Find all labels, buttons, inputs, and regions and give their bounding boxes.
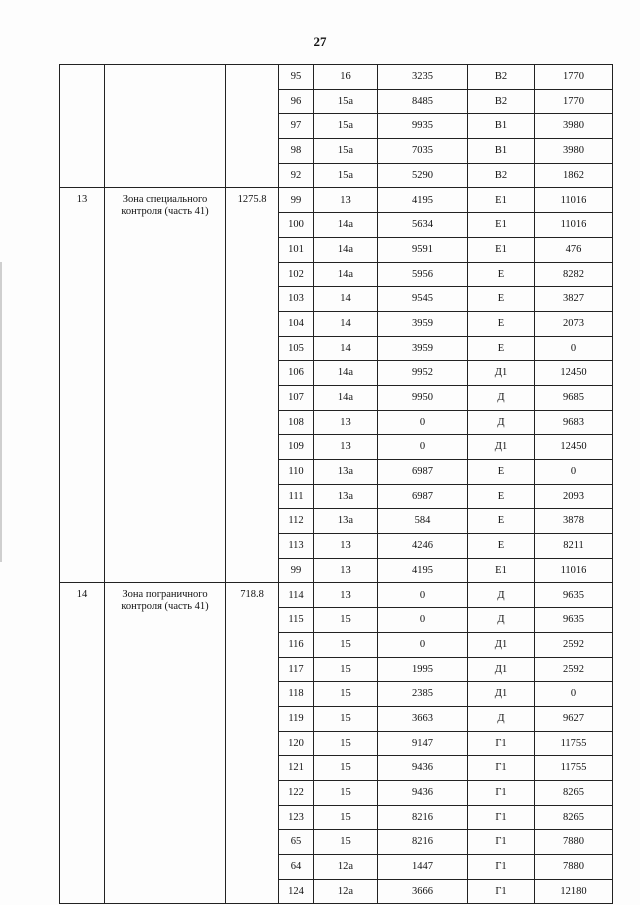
segment-cell: 12а <box>314 879 378 904</box>
type-cell: Г1 <box>468 731 535 756</box>
distance-cell: 9591 <box>378 237 468 262</box>
distance-cell: 7035 <box>378 139 468 164</box>
distance-cell: 6987 <box>378 484 468 509</box>
point-number-cell: 97 <box>279 114 314 139</box>
segment-cell: 14 <box>314 311 378 336</box>
value-cell: 11755 <box>535 756 613 781</box>
type-cell: Д <box>468 410 535 435</box>
distance-cell: 5634 <box>378 213 468 238</box>
zone-area-cell <box>226 65 279 188</box>
distance-cell: 3959 <box>378 336 468 361</box>
value-cell: 2592 <box>535 632 613 657</box>
point-number-cell: 101 <box>279 237 314 262</box>
segment-cell: 13 <box>314 435 378 460</box>
table-row <box>60 583 613 608</box>
point-number-cell: 99 <box>279 558 314 583</box>
value-cell: 9635 <box>535 608 613 633</box>
distance-cell: 8485 <box>378 89 468 114</box>
type-cell: Е <box>468 311 535 336</box>
point-number-cell: 111 <box>279 484 314 509</box>
distance-cell: 4246 <box>378 534 468 559</box>
type-cell: В1 <box>468 139 535 164</box>
segment-cell: 13а <box>314 460 378 485</box>
point-number-cell: 114 <box>279 583 314 608</box>
type-cell: В2 <box>468 163 535 188</box>
value-cell: 3980 <box>535 114 613 139</box>
point-number-cell: 124 <box>279 879 314 904</box>
distance-cell: 0 <box>378 583 468 608</box>
value-cell: 9685 <box>535 385 613 410</box>
type-cell: Е1 <box>468 213 535 238</box>
segment-cell: 15 <box>314 731 378 756</box>
segment-cell: 15 <box>314 706 378 731</box>
point-number-cell: 119 <box>279 706 314 731</box>
distance-cell: 3959 <box>378 311 468 336</box>
value-cell: 12180 <box>535 879 613 904</box>
page-number: 27 <box>313 34 327 49</box>
value-cell: 11016 <box>535 188 613 213</box>
value-cell: 2592 <box>535 657 613 682</box>
point-number-cell: 123 <box>279 805 314 830</box>
type-cell: Г1 <box>468 855 535 880</box>
value-cell: 11016 <box>535 558 613 583</box>
value-cell: 11755 <box>535 731 613 756</box>
distance-cell: 584 <box>378 509 468 534</box>
distance-cell: 9436 <box>378 756 468 781</box>
distance-cell: 6987 <box>378 460 468 485</box>
segment-cell: 15а <box>314 163 378 188</box>
type-cell: В1 <box>468 114 535 139</box>
zone-name-cell: Зона пограничного контроля (часть 41) <box>105 583 226 904</box>
distance-cell: 4195 <box>378 188 468 213</box>
type-cell: Е <box>468 287 535 312</box>
type-cell: Г1 <box>468 805 535 830</box>
point-number-cell: 122 <box>279 780 314 805</box>
table-row <box>60 188 613 213</box>
segment-cell: 14а <box>314 213 378 238</box>
value-cell: 7880 <box>535 855 613 880</box>
type-cell: Е1 <box>468 237 535 262</box>
value-cell: 476 <box>535 237 613 262</box>
type-cell: Д1 <box>468 435 535 460</box>
distance-cell: 4195 <box>378 558 468 583</box>
type-cell: Е <box>468 484 535 509</box>
zone-area-cell: 718.8 <box>226 583 279 904</box>
segment-cell: 15 <box>314 805 378 830</box>
segment-cell: 14 <box>314 336 378 361</box>
point-number-cell: 116 <box>279 632 314 657</box>
value-cell: 8211 <box>535 534 613 559</box>
segment-cell: 16 <box>314 65 378 90</box>
segment-cell: 15а <box>314 114 378 139</box>
point-number-cell: 96 <box>279 89 314 114</box>
segment-cell: 14а <box>314 385 378 410</box>
zone-number-cell: 14 <box>60 583 105 904</box>
type-cell: Е <box>468 534 535 559</box>
value-cell: 3827 <box>535 287 613 312</box>
distance-cell: 3663 <box>378 706 468 731</box>
point-number-cell: 102 <box>279 262 314 287</box>
point-number-cell: 107 <box>279 385 314 410</box>
point-number-cell: 112 <box>279 509 314 534</box>
point-number-cell: 121 <box>279 756 314 781</box>
type-cell: Г1 <box>468 830 535 855</box>
distance-cell: 9545 <box>378 287 468 312</box>
segment-cell: 13а <box>314 509 378 534</box>
segment-cell: 15а <box>314 89 378 114</box>
value-cell: 12450 <box>535 435 613 460</box>
table-body <box>60 65 613 904</box>
value-cell: 1770 <box>535 65 613 90</box>
distance-cell: 5290 <box>378 163 468 188</box>
type-cell: Д1 <box>468 657 535 682</box>
type-cell: Е1 <box>468 188 535 213</box>
value-cell: 0 <box>535 460 613 485</box>
segment-cell: 14а <box>314 262 378 287</box>
type-cell: Г1 <box>468 879 535 904</box>
distance-cell: 0 <box>378 410 468 435</box>
point-number-cell: 103 <box>279 287 314 312</box>
type-cell: Е1 <box>468 558 535 583</box>
type-cell: Е <box>468 262 535 287</box>
point-number-cell: 99 <box>279 188 314 213</box>
distance-cell: 2385 <box>378 682 468 707</box>
value-cell: 2073 <box>535 311 613 336</box>
distance-cell: 9952 <box>378 361 468 386</box>
value-cell: 11016 <box>535 213 613 238</box>
distance-cell: 8216 <box>378 805 468 830</box>
type-cell: Е <box>468 336 535 361</box>
zone-name-cell: Зона специального контроля (часть 41) <box>105 188 226 583</box>
point-number-cell: 113 <box>279 534 314 559</box>
type-cell: Д1 <box>468 361 535 386</box>
point-number-cell: 118 <box>279 682 314 707</box>
distance-cell: 3666 <box>378 879 468 904</box>
distance-cell: 9436 <box>378 780 468 805</box>
point-number-cell: 64 <box>279 855 314 880</box>
segment-cell: 15 <box>314 632 378 657</box>
distance-cell: 9147 <box>378 731 468 756</box>
type-cell: Д <box>468 706 535 731</box>
value-cell: 1770 <box>535 89 613 114</box>
type-cell: В2 <box>468 65 535 90</box>
value-cell: 8282 <box>535 262 613 287</box>
point-number-cell: 105 <box>279 336 314 361</box>
value-cell: 8265 <box>535 805 613 830</box>
point-number-cell: 92 <box>279 163 314 188</box>
value-cell: 3878 <box>535 509 613 534</box>
value-cell: 9683 <box>535 410 613 435</box>
distance-cell: 9935 <box>378 114 468 139</box>
segment-cell: 13 <box>314 583 378 608</box>
value-cell: 3980 <box>535 139 613 164</box>
distance-cell: 0 <box>378 608 468 633</box>
zone-name-cell <box>105 65 226 188</box>
table-row <box>60 65 613 90</box>
point-number-cell: 65 <box>279 830 314 855</box>
point-number-cell: 117 <box>279 657 314 682</box>
segment-cell: 14а <box>314 237 378 262</box>
type-cell: Д <box>468 583 535 608</box>
point-number-cell: 100 <box>279 213 314 238</box>
type-cell: Д1 <box>468 682 535 707</box>
segment-cell: 13 <box>314 558 378 583</box>
value-cell: 2093 <box>535 484 613 509</box>
point-number-cell: 98 <box>279 139 314 164</box>
zone-number-cell: 13 <box>60 188 105 583</box>
segment-cell: 15а <box>314 139 378 164</box>
value-cell: 0 <box>535 336 613 361</box>
point-number-cell: 108 <box>279 410 314 435</box>
distance-cell: 3235 <box>378 65 468 90</box>
distance-cell: 0 <box>378 435 468 460</box>
value-cell: 9635 <box>535 583 613 608</box>
segment-cell: 13а <box>314 484 378 509</box>
point-number-cell: 120 <box>279 731 314 756</box>
point-number-cell: 115 <box>279 608 314 633</box>
distance-cell: 1447 <box>378 855 468 880</box>
point-number-cell: 110 <box>279 460 314 485</box>
distance-cell: 9950 <box>378 385 468 410</box>
segment-cell: 15 <box>314 682 378 707</box>
type-cell: Д1 <box>468 632 535 657</box>
segment-cell: 15 <box>314 657 378 682</box>
segment-cell: 12а <box>314 855 378 880</box>
type-cell: Е <box>468 460 535 485</box>
segment-cell: 15 <box>314 608 378 633</box>
scan-edge-mark <box>0 262 2 562</box>
type-cell: Д <box>468 608 535 633</box>
type-cell: Г1 <box>468 780 535 805</box>
zone-area-cell: 1275.8 <box>226 188 279 583</box>
zone-number-cell <box>60 65 105 188</box>
segment-cell: 14а <box>314 361 378 386</box>
distance-cell: 0 <box>378 632 468 657</box>
distance-cell: 5956 <box>378 262 468 287</box>
segment-cell: 13 <box>314 188 378 213</box>
value-cell: 8265 <box>535 780 613 805</box>
value-cell: 9627 <box>535 706 613 731</box>
type-cell: Е <box>468 509 535 534</box>
value-cell: 7880 <box>535 830 613 855</box>
segment-cell: 13 <box>314 410 378 435</box>
point-number-cell: 106 <box>279 361 314 386</box>
segment-cell: 14 <box>314 287 378 312</box>
value-cell: 12450 <box>535 361 613 386</box>
segment-cell: 15 <box>314 756 378 781</box>
distance-cell: 8216 <box>378 830 468 855</box>
segment-cell: 15 <box>314 830 378 855</box>
type-cell: Г1 <box>468 756 535 781</box>
point-number-cell: 95 <box>279 65 314 90</box>
type-cell: Д <box>468 385 535 410</box>
zone-coordinates-table <box>59 64 613 904</box>
point-number-cell: 104 <box>279 311 314 336</box>
segment-cell: 15 <box>314 780 378 805</box>
point-number-cell: 109 <box>279 435 314 460</box>
type-cell: В2 <box>468 89 535 114</box>
value-cell: 1862 <box>535 163 613 188</box>
segment-cell: 13 <box>314 534 378 559</box>
value-cell: 0 <box>535 682 613 707</box>
distance-cell: 1995 <box>378 657 468 682</box>
